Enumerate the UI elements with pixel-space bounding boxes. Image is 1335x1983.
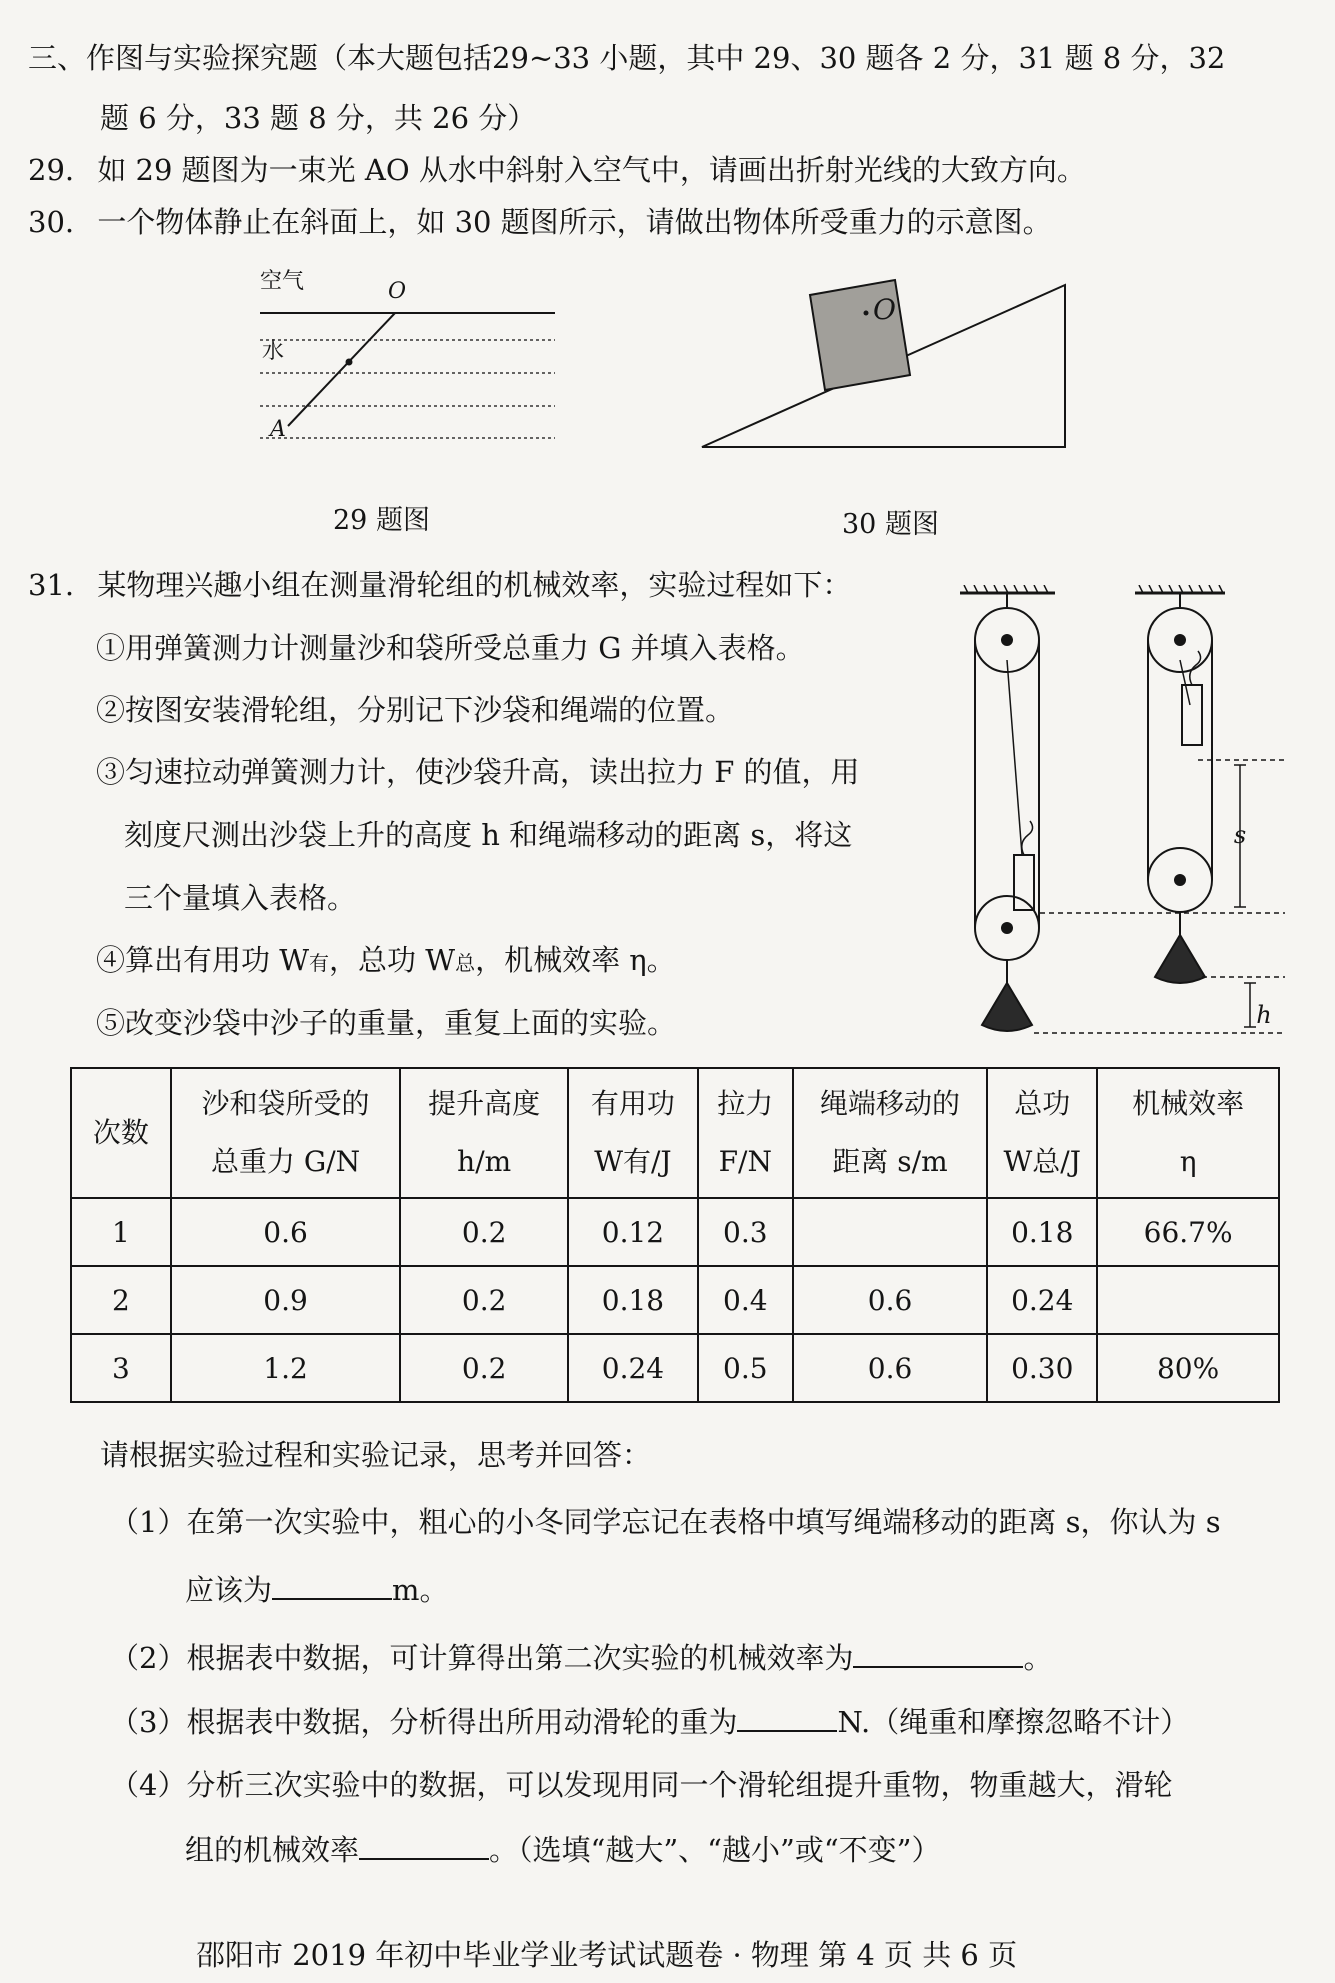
header-pull-force [698, 1068, 793, 1198]
question-text: 一个物体静止在斜面上，如 30 题图所示，请做出物体所受重力的示意图。 [97, 205, 1052, 239]
sub-question-text: m。 [392, 1573, 449, 1607]
table-row [71, 1266, 1279, 1334]
table-cell: 0.3 [698, 1198, 793, 1266]
step-4-text: ④算出有用功 W [96, 943, 310, 977]
table-cell: 0.9 [171, 1266, 401, 1334]
sandbag [982, 983, 1032, 1031]
answer-prompt: 请根据实验过程和实验记录，思考并回答： [100, 1438, 652, 1472]
table-cell: 0.2 [400, 1266, 568, 1334]
sub-question-2 [110, 1636, 1052, 1678]
subscript: 有 [309, 951, 330, 975]
sub-question-text: （3）根据表中数据，分析得出所用动滑轮的重为 [110, 1705, 738, 1739]
sub-question-text: 组的机械效率 [185, 1833, 360, 1867]
sub-question-4-cont [185, 1828, 940, 1870]
header-height [400, 1068, 568, 1198]
header-label: 提升高度 [428, 1087, 541, 1120]
table-cell: 0.4 [698, 1266, 793, 1334]
header-label: 拉力 [717, 1087, 774, 1120]
sub-question-text: N.（绳重和摩擦忽略不计） [837, 1705, 1190, 1739]
step-5: ⑤改变沙袋中沙子的重量，重复上面的实验。 [96, 1006, 677, 1040]
table-cell: 0.18 [987, 1198, 1097, 1266]
figure-30-incline [690, 265, 1090, 465]
header-unit: 总重力 G/N [210, 1145, 361, 1178]
table-cell: 0.6 [793, 1334, 988, 1402]
table-cell: 1.2 [171, 1334, 401, 1402]
answer-blank-3[interactable] [737, 1700, 837, 1732]
table-cell: 0.24 [568, 1334, 698, 1402]
page-footer: 邵阳市 2019 年初中毕业学业考试试题卷 · 物理 第 4 页 共 6 页 [196, 1938, 1018, 1972]
table-header-row [71, 1068, 1279, 1198]
pulley-axle [1001, 922, 1013, 934]
question-31 [28, 565, 851, 605]
table-cell: 0.12 [568, 1198, 698, 1266]
sub-question-1-cont [185, 1568, 449, 1610]
table-row [71, 1198, 1279, 1266]
table-cell: 0.5 [698, 1334, 793, 1402]
table-cell: 2 [71, 1266, 171, 1334]
label-a: A [270, 417, 286, 442]
header-unit: h/m [457, 1145, 512, 1178]
table-cell: 3 [71, 1334, 171, 1402]
question-29 [28, 150, 1086, 190]
pulley-axle [1174, 634, 1186, 646]
table-cell [793, 1198, 988, 1266]
answer-blank-4[interactable] [359, 1828, 489, 1860]
sandbag [1155, 935, 1205, 983]
table-cell: 0.6 [793, 1266, 988, 1334]
sub-question-text: 应该为 [185, 1573, 273, 1607]
question-number: 30. [28, 205, 75, 239]
sub-question-text: （2）根据表中数据，可计算得出第二次实验的机械效率为 [110, 1641, 854, 1675]
table-cell: 0.2 [400, 1334, 568, 1402]
table-cell: 1 [71, 1198, 171, 1266]
table-cell [1097, 1266, 1279, 1334]
figure-29-refraction [230, 258, 570, 458]
label-water: 水 [262, 339, 285, 364]
table-row [71, 1334, 1279, 1402]
label-o: O [388, 279, 407, 304]
step-3: ③匀速拉动弹簧测力计，使沙袋升高，读出拉力 F 的值，用 [96, 755, 860, 789]
label-s: s [1233, 821, 1247, 849]
header-rope-distance [793, 1068, 988, 1198]
section-title: 三、作图与实验探究题（本大题包括29~33 小题，其中 29、30 题各 2 分，31 题 8 分，32 [28, 41, 1226, 75]
step-4-text: ，机械效率 η。 [475, 943, 676, 977]
step-4 [96, 940, 676, 983]
header-useful-work [568, 1068, 698, 1198]
header-label: 总功 [1014, 1087, 1071, 1120]
step-2: ②按图安装滑轮组，分别记下沙袋和绳端的位置。 [96, 693, 735, 727]
table-cell: 0.24 [987, 1266, 1097, 1334]
step-1: ①用弹簧测力计测量沙和袋所受总重力 G 并填入表格。 [96, 631, 805, 665]
header-weight [171, 1068, 401, 1198]
header-unit: W有/J [594, 1145, 672, 1178]
question-number: 31. [28, 568, 75, 602]
incident-ray-ao [288, 313, 395, 426]
table-cell: 0.6 [171, 1198, 401, 1266]
rope [1007, 660, 1022, 855]
question-30 [28, 202, 1052, 242]
ray-arrow-dot [346, 359, 353, 366]
section-title-cont: 题 6 分，33 题 8 分，共 26 分） [100, 101, 537, 135]
header-label: 机械效率 [1132, 1087, 1245, 1120]
answer-blank-2[interactable] [853, 1636, 1023, 1668]
spring-scale [1182, 685, 1202, 745]
step-3-cont: 三个量填入表格。 [124, 881, 357, 915]
header-unit: F/N [718, 1145, 772, 1178]
figure-30-caption: 30 题图 [842, 509, 939, 540]
sub-question-4: （4）分析三次实验中的数据，可以发现用同一个滑轮组提升重物，物重越大，滑轮 [110, 1768, 1173, 1802]
table-cell: 80% [1097, 1334, 1279, 1402]
answer-blank-1[interactable] [272, 1568, 392, 1600]
label-h: h [1256, 1001, 1272, 1029]
figure-31-pulleys [950, 585, 1290, 1045]
experiment-table [70, 1067, 1280, 1403]
header-label: 次数 [92, 1116, 149, 1149]
question-text: 如 29 题图为一束光 AO 从水中斜射入空气中，请画出折射光线的大致方向。 [97, 153, 1086, 187]
sub-question-text: 。（选填“越大”、“越小”或“不变”） [489, 1833, 941, 1867]
subscript: 总 [455, 951, 476, 975]
figure-29-caption: 29 题图 [333, 505, 430, 536]
header-unit: η [1179, 1145, 1197, 1178]
table-cell: 66.7% [1097, 1198, 1279, 1266]
step-4-text: ，总功 W [329, 943, 456, 977]
question-number: 29. [28, 153, 75, 187]
scale-hook [1022, 821, 1033, 855]
label-o: O [873, 293, 896, 326]
header-total-work [987, 1068, 1097, 1198]
label-air: 空气 [260, 269, 305, 294]
sub-question-text: 。 [1023, 1641, 1053, 1675]
header-efficiency [1097, 1068, 1279, 1198]
header-unit: 距离 s/m [832, 1145, 948, 1178]
header-trials [71, 1068, 171, 1198]
header-label: 绳端移动的 [820, 1087, 961, 1120]
table-cell: 0.30 [987, 1334, 1097, 1402]
sub-question-1: （1）在第一次实验中，粗心的小冬同学忘记在表格中填写绳端移动的距离 s，你认为 s [110, 1505, 1221, 1539]
pulley-axle [1001, 634, 1013, 646]
sub-question-3 [110, 1700, 1189, 1742]
header-label: 有用功 [590, 1087, 675, 1120]
question-text: 某物理兴趣小组在测量滑轮组的机械效率，实验过程如下： [97, 568, 852, 602]
center-dot [864, 311, 869, 316]
pulley-axle [1174, 874, 1186, 886]
step-3-cont: 刻度尺测出沙袋上升的高度 h 和绳端移动的距离 s，将这 [124, 818, 853, 852]
table-cell: 0.18 [568, 1266, 698, 1334]
header-label: 沙和袋所受的 [201, 1087, 370, 1120]
header-unit: W总/J [1003, 1145, 1081, 1178]
table-cell: 0.2 [400, 1198, 568, 1266]
